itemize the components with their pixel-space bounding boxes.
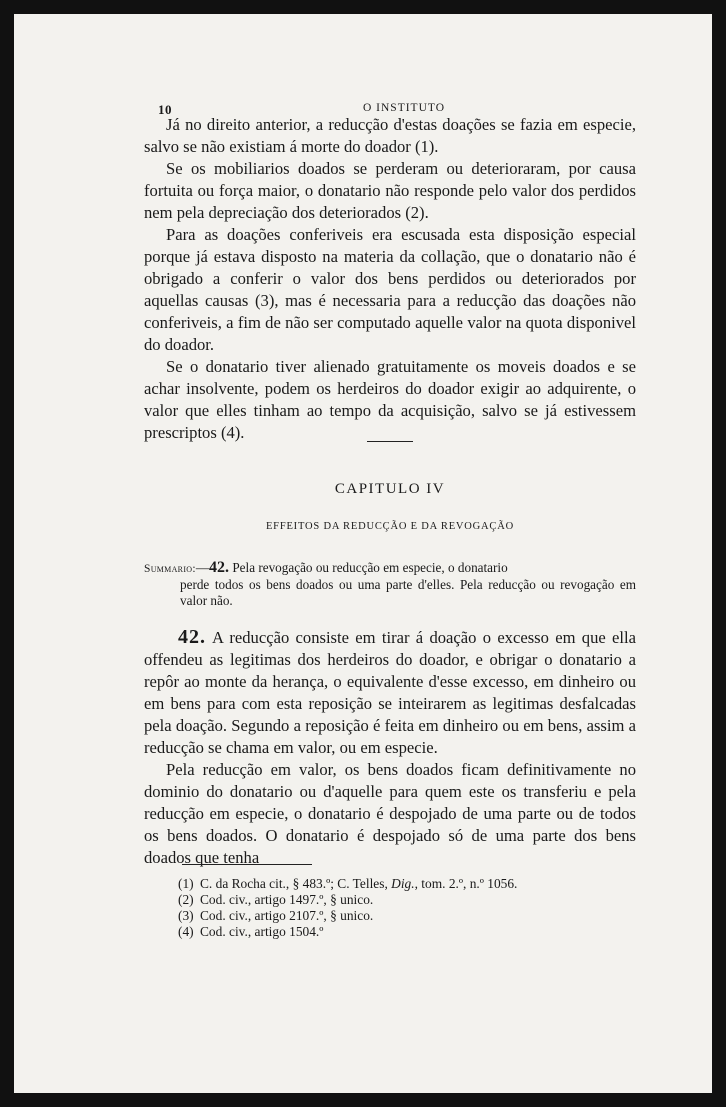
page-number: 10	[158, 102, 172, 117]
summary-number: 42.	[209, 559, 230, 576]
section-paragraph: Pela reducção em valor, os bens doados ficam definitivamente no dominio do donatario ou d'aquelle para quem este os transferiu e pela reducção em especie, o donatario é despojado de uma parte ou de todos os bens doados. O donatario é despojado só de uma parte dos bens doados que tenha	[144, 760, 636, 867]
footnotes	[178, 876, 636, 940]
section-42	[144, 626, 636, 869]
footnote-mark: (1)	[178, 876, 194, 891]
footnote-text: Cod. civ., artigo 1504.º	[200, 924, 324, 939]
summary-dash: —	[195, 560, 210, 575]
running-title: O INSTITUTO	[362, 102, 446, 114]
footnote-text-end: , tom. 2.º, n.º 1056.	[414, 876, 518, 891]
footnote	[178, 908, 636, 924]
footnote-text: C. da Rocha cit., § 483.º; C. Telles,	[200, 876, 392, 891]
summary-text-first: Pela revogação ou reducção em especie, o donatario	[232, 560, 508, 575]
body-text	[144, 114, 636, 444]
footnote-mark: (2)	[178, 892, 194, 907]
footnote	[178, 924, 636, 940]
chapter-title: CAPITULO IV	[334, 481, 446, 497]
summary-label: Summario:	[144, 563, 196, 575]
footnote-divider	[182, 864, 312, 865]
body-paragraph: Para as doações conferiveis era escusada esta disposição especial porque já estava disposto na materia da collação, que o donatario não é obrigado a conferir o valor dos bens perdidos ou deteriorados por aquellas causas (3), mas é necessaria para a reducção das doações não conferiveis, a fim de não ser computado aquelle valor na quota disponivel do doador.	[144, 225, 636, 354]
chapter-subtitle: EFFEITOS DA REDUCÇÃO E DA REVOGAÇÃO	[265, 521, 515, 532]
section-divider	[367, 441, 413, 442]
footnote	[178, 876, 636, 892]
footnote-mark: (3)	[178, 908, 194, 923]
section-number: 42.	[178, 626, 206, 648]
body-paragraph: Se o donatario tiver alienado gratuitamente os moveis doados e se achar insolvente, podem os herdeiros do doador exigir ao adquirente, o valor que elles tinham ao tempo da acquisição, salvo se já estivessem prescriptos (4).	[144, 357, 636, 442]
body-paragraph: Já no direito anterior, a reducção d'estas doações se fazia em especie, salvo se não existiam á morte do doador (1).	[144, 115, 636, 156]
footnote-text: Cod. civ., artigo 2107.º, § unico.	[200, 908, 374, 923]
body-paragraph: Se os mobiliarios doados se perderam ou deterioraram, por causa fortuita ou força maior, o donatario não responde pelo valor dos perdidos nem pela depreciação dos deteriorados (2).	[144, 159, 636, 222]
footnote	[178, 892, 636, 908]
footnote-mark: (4)	[178, 924, 194, 939]
footnote-text: Cod. civ., artigo 1497.º, § unico.	[200, 892, 374, 907]
summary-text-rest: perde todos os bens doados ou uma parte d'elles. Pela reducção ou revogação em valor não.	[180, 577, 636, 608]
footnote-italic: Dig.	[391, 876, 415, 891]
section-paragraph	[144, 626, 636, 759]
chapter-summary	[144, 560, 636, 609]
section-paragraph-text: A reducção consiste em tirar á doação o excesso em que ella offendeu as legitimas dos herdeiros do doador, e obrigar o donatario a repôr ao monte da herança, o equivalente d'esse excesso, em dinheiro ou em bens para com esta reposição se inteirarem as legitimas desfalcadas pela doação. Segundo a reposição é feita em dinheiro ou em bens, assim a reducção se chama em valor, ou em especie.	[144, 628, 636, 757]
